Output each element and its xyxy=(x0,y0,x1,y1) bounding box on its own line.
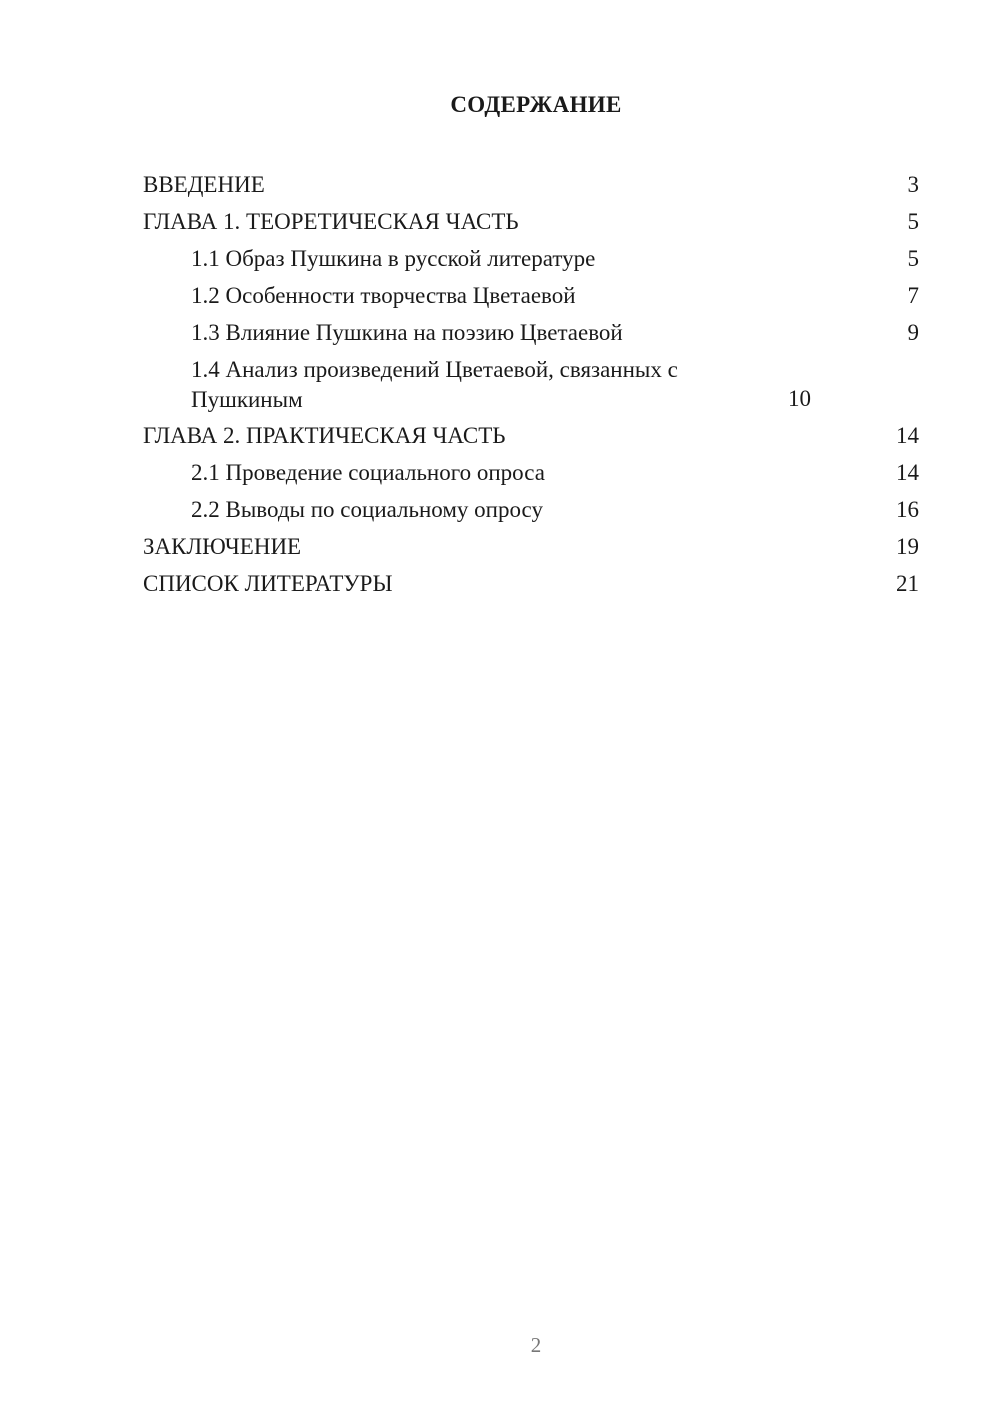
toc-entry-page: 9 xyxy=(907,320,919,345)
toc-entry-introduction[interactable] xyxy=(143,166,919,203)
toc-entry-label: 1.1 Образ Пушкина в русской литературе xyxy=(191,246,596,271)
toc-entry-section-2-1[interactable] xyxy=(143,454,919,491)
toc-entry-section-1-4[interactable] xyxy=(143,351,919,417)
toc-entry-label: ГЛАВА 2. ПРАКТИЧЕСКАЯ ЧАСТЬ xyxy=(143,423,506,448)
toc-entry-label: 1.2 Особенности творчества Цветаевой xyxy=(191,283,576,308)
toc-entry-page: 5 xyxy=(907,246,919,271)
toc-entry-conclusion[interactable] xyxy=(143,528,919,565)
toc-entry-bibliography[interactable] xyxy=(143,565,919,602)
toc-entry-section-2-2[interactable] xyxy=(143,491,919,528)
toc-entry-section-1-2[interactable] xyxy=(143,277,919,314)
page-number: 2 xyxy=(530,1333,542,1357)
toc-entry-label: ВВЕДЕНИЕ xyxy=(143,172,265,197)
toc-entry-label: 1.3 Влияние Пушкина на поэзию Цветаевой xyxy=(191,320,623,345)
toc-entry-page: 16 xyxy=(896,497,919,522)
toc-entry-page: 10 xyxy=(788,386,811,411)
toc-entry-page: 14 xyxy=(896,460,919,485)
toc-entry-page: 3 xyxy=(907,172,919,197)
toc-entry-page: 19 xyxy=(896,534,919,559)
toc-entry-label: СПИСОК ЛИТЕРАТУРЫ xyxy=(143,571,393,596)
toc-entry-label: 2.2 Выводы по социальному опросу xyxy=(191,497,543,522)
toc-entry-section-1-1[interactable] xyxy=(143,240,919,277)
toc-entry-chapter-1[interactable] xyxy=(143,203,919,240)
toc-title: СОДЕРЖАНИЕ xyxy=(450,92,622,117)
toc-entry-chapter-2[interactable] xyxy=(143,417,919,454)
toc-entry-label: 1.4 Анализ произведений Цветаевой, связанных с Пушкиным xyxy=(191,357,678,412)
table-of-contents xyxy=(143,166,919,602)
toc-entry-label: 2.1 Проведение социального опроса xyxy=(191,460,545,485)
toc-entry-page: 7 xyxy=(907,283,919,308)
toc-entry-page: 14 xyxy=(896,423,919,448)
toc-entry-page: 21 xyxy=(896,571,919,596)
toc-entry-page: 5 xyxy=(907,209,919,234)
toc-entry-section-1-3[interactable] xyxy=(143,314,919,351)
toc-entry-label: ЗАКЛЮЧЕНИЕ xyxy=(143,534,302,559)
toc-entry-label: ГЛАВА 1. ТЕОРЕТИЧЕСКАЯ ЧАСТЬ xyxy=(143,209,519,234)
